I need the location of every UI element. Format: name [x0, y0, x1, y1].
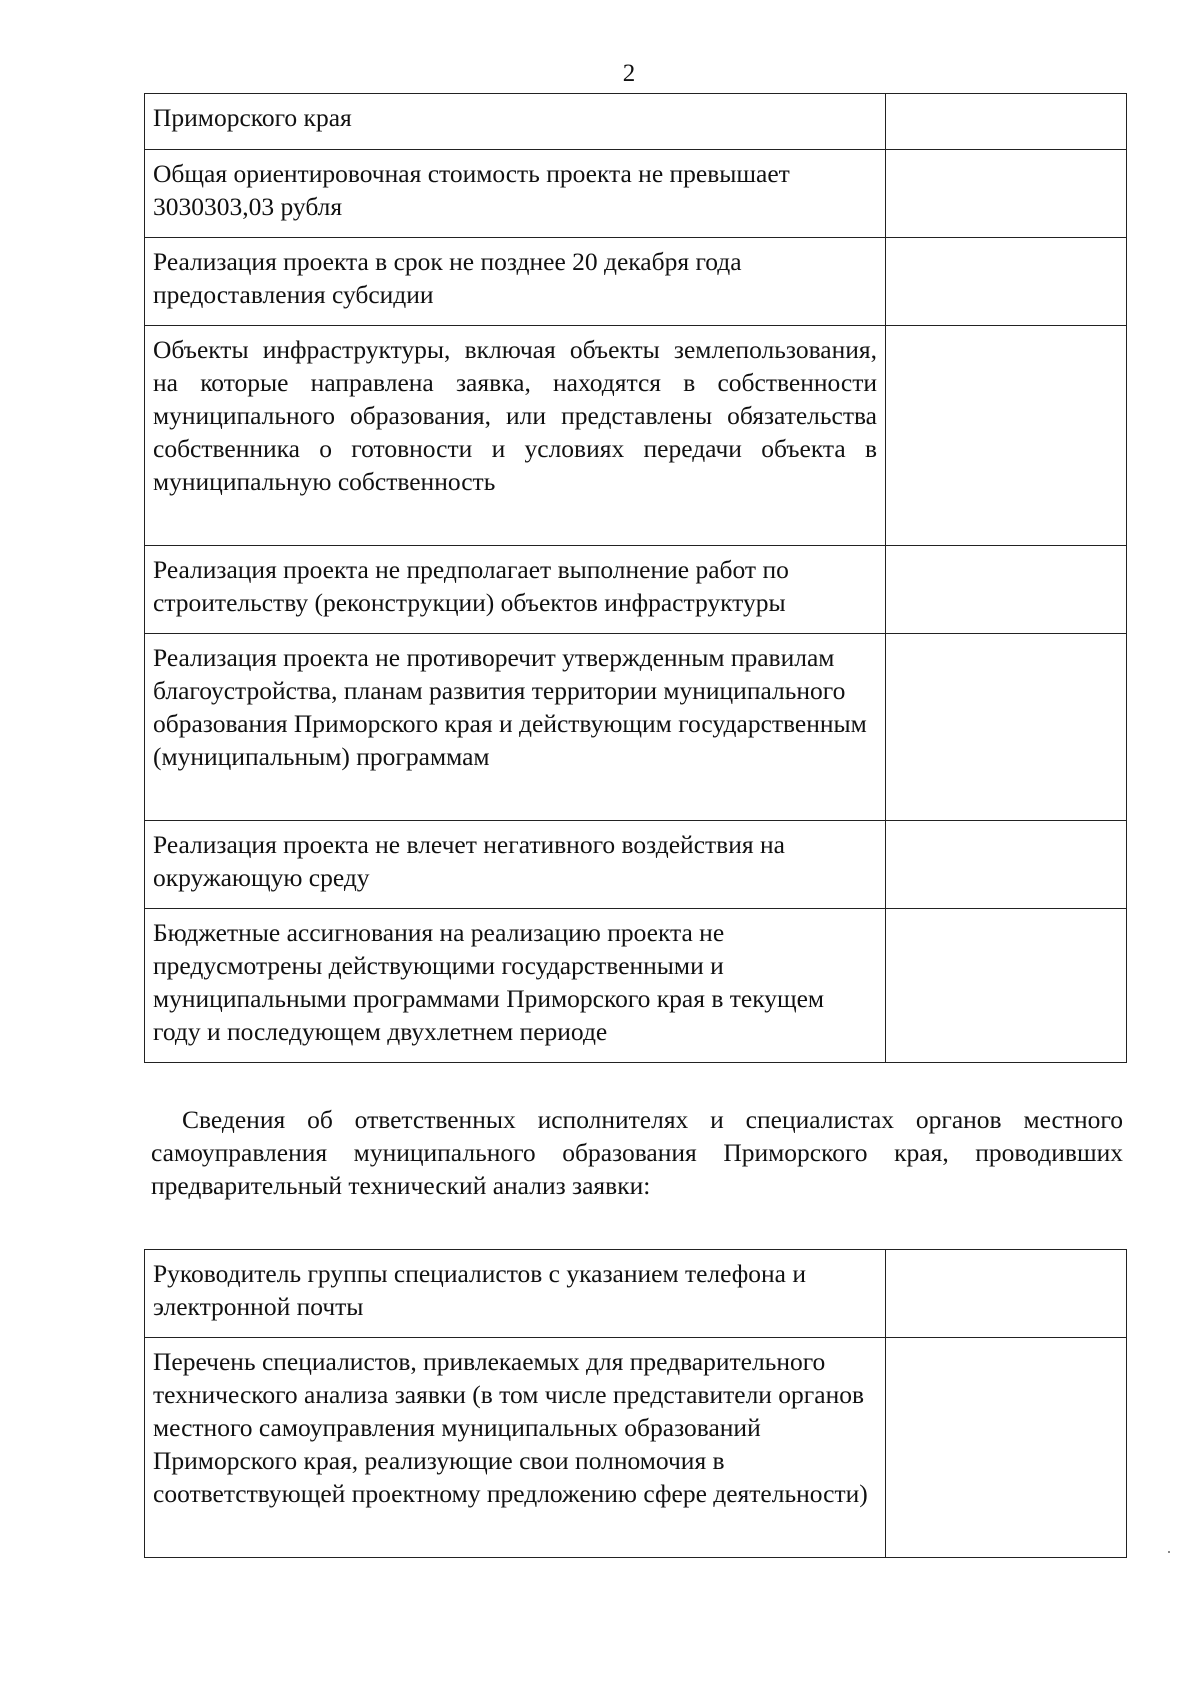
page-number: 2 — [622, 60, 636, 87]
criterion-value-cell[interactable] — [886, 909, 1127, 1063]
criterion-value-cell[interactable] — [886, 821, 1127, 909]
criterion-value-cell[interactable] — [886, 238, 1127, 326]
criterion-value-cell[interactable] — [886, 546, 1127, 634]
specialist-value-cell[interactable] — [886, 1338, 1127, 1558]
criterion-label: Объекты инфраструктуры, включая объекты землепользования, на которые направлена заявка, находятся в собственности муниципального образования, или представлены обязательства собственника о готовности и условиях передачи объекта в муниципальную собственность — [145, 326, 886, 546]
table-row — [145, 326, 1127, 546]
specialists-table — [144, 1249, 1127, 1558]
specialist-label: Перечень специалистов, привлекаемых для предварительного технического анализа заявки (в том числе представители органов местного самоуправления муниципальных образований Приморского края, реализующие свои полномочия в соответствующей проектному предложению сфере деятельности) — [145, 1338, 886, 1558]
specialist-value-cell[interactable] — [886, 1250, 1127, 1338]
specialist-label: Руководитель группы специалистов с указанием телефона и электронной почты — [145, 1250, 886, 1338]
table-row — [145, 1338, 1127, 1558]
criterion-label: Бюджетные ассигнования на реализацию проекта не предусмотрены действующими государственными и муниципальными программами Приморского края в текущем году и последующем двухлетнем периоде — [145, 909, 886, 1063]
criterion-value-cell[interactable] — [886, 150, 1127, 238]
criterion-value-cell[interactable] — [886, 634, 1127, 821]
criterion-label: Реализация проекта не предполагает выполнение работ по строительству (реконструкции) объектов инфраструктуры — [145, 546, 886, 634]
table-row — [145, 634, 1127, 821]
table-row — [145, 546, 1127, 634]
table-row — [145, 94, 1127, 150]
criterion-label: Реализация проекта не влечет негативного воздействия на окружающую среду — [145, 821, 886, 909]
criterion-value-cell[interactable] — [886, 94, 1127, 150]
scan-speck — [1168, 1551, 1170, 1553]
criterion-label: Приморского края — [145, 94, 886, 150]
table-row — [145, 1250, 1127, 1338]
criteria-table — [144, 93, 1127, 1063]
specialists-info-paragraph: Сведения об ответственных исполнителях и специалистах органов местного самоуправления муниципального образования Приморского края, проводивших предварительный технический анализ заявки: — [151, 1105, 1123, 1200]
table-row — [145, 150, 1127, 238]
table-row — [145, 238, 1127, 326]
criterion-label: Общая ориентировочная стоимость проекта не превышает 3030303,03 рубля — [145, 150, 886, 238]
table-row — [145, 821, 1127, 909]
table-row — [145, 909, 1127, 1063]
criterion-label: Реализация проекта в срок не позднее 20 декабря года предоставления субсидии — [145, 238, 886, 326]
criterion-value-cell[interactable] — [886, 326, 1127, 546]
criterion-label: Реализация проекта не противоречит утвержденным правилам благоустройства, планам развития территории муниципального образования Приморского края и действующим государственным (муниципальным) программам — [145, 634, 886, 821]
